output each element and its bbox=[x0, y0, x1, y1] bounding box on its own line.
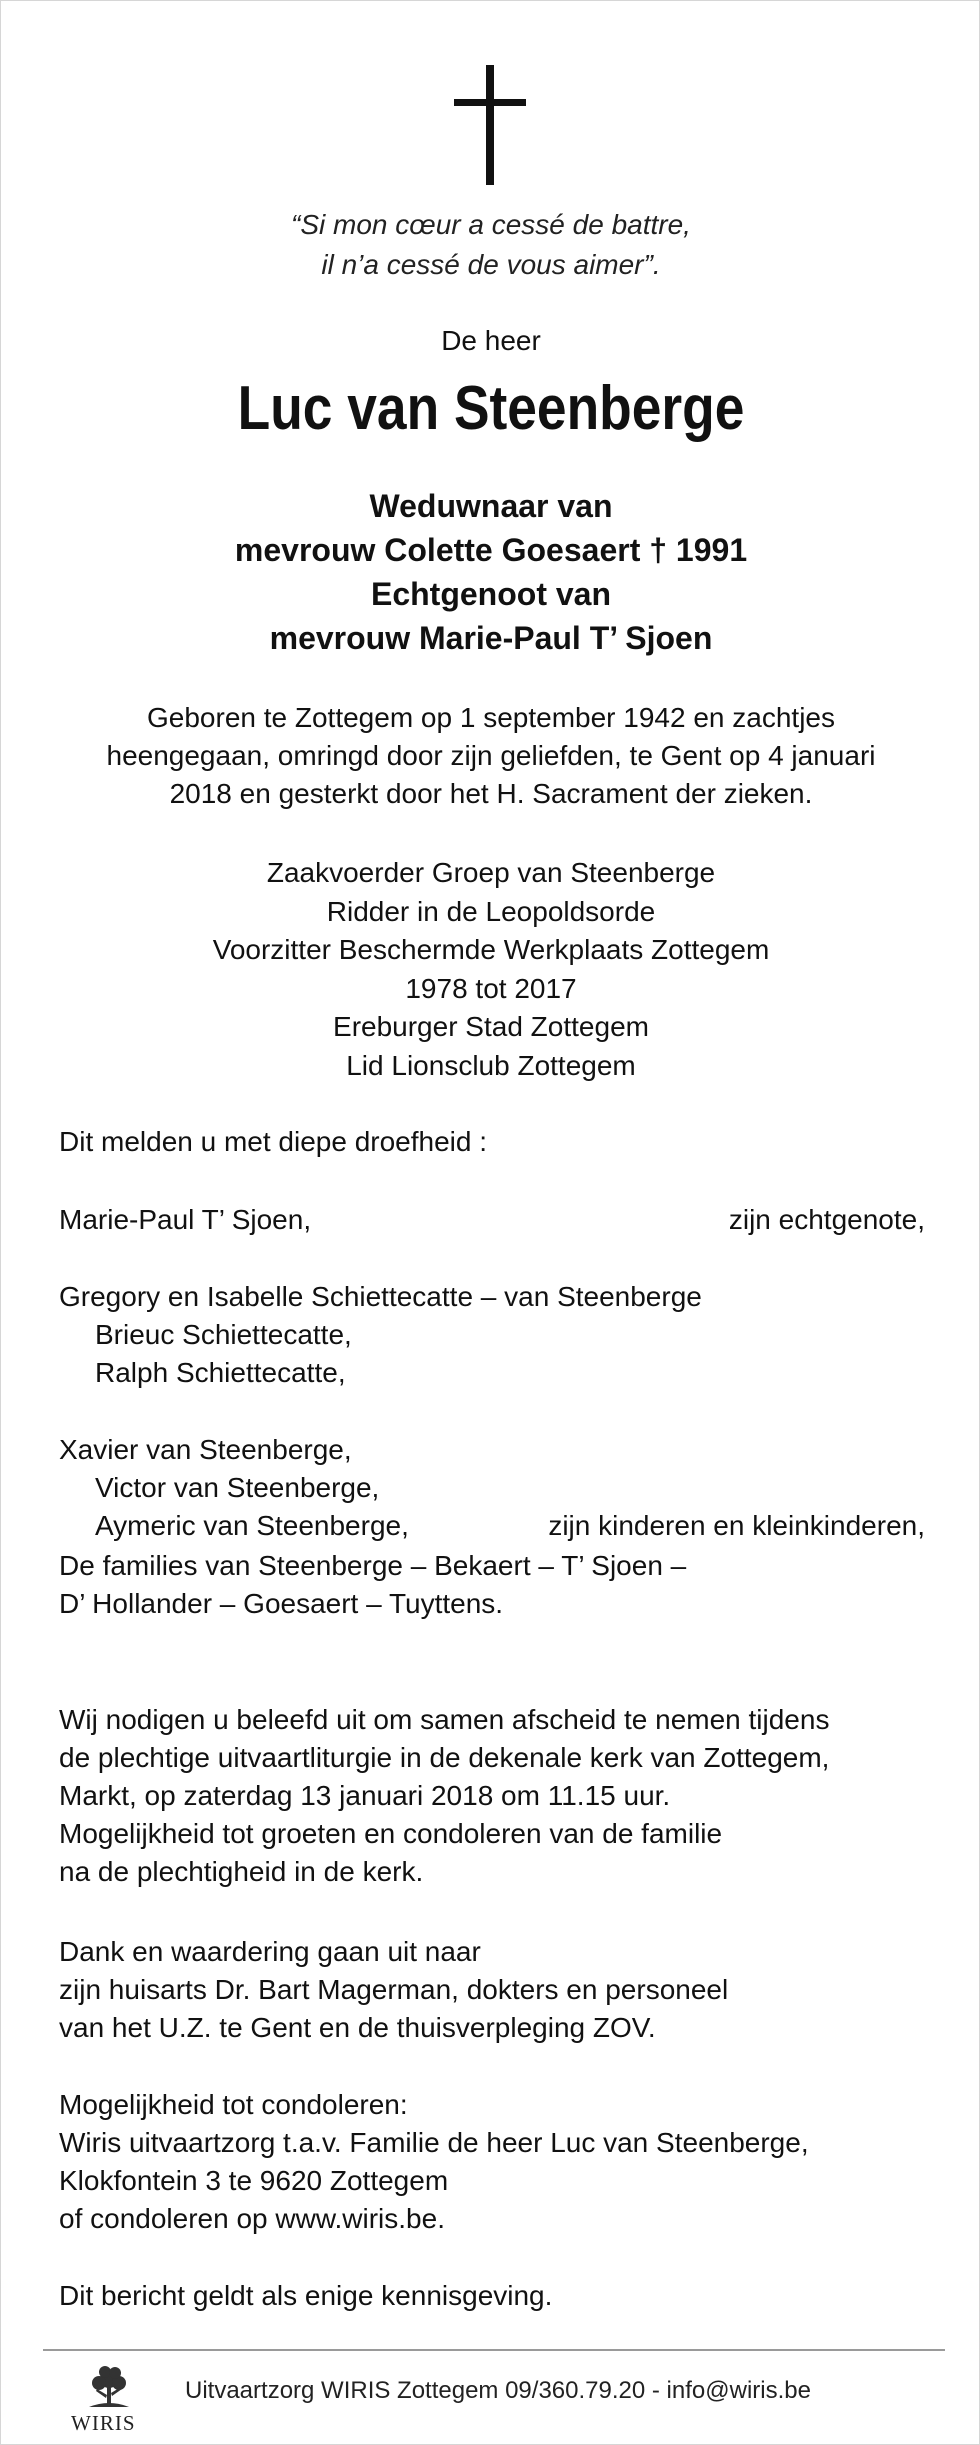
grandchild: Victor van Steenberge, bbox=[95, 1472, 380, 1503]
condolences-info bbox=[59, 2086, 925, 2238]
function-item: Voorzitter Beschermde Werkplaats Zottegem bbox=[212, 934, 770, 965]
function-item: Ridder in de Leopoldsorde bbox=[326, 895, 656, 927]
text-line: de plechtige uitvaartliturgie in de dekenale kerk van Zottegem, bbox=[59, 1742, 830, 1773]
thanks-text bbox=[59, 1933, 925, 2047]
logo-text: WIRIS bbox=[71, 2411, 136, 2435]
relations-block bbox=[41, 484, 941, 660]
text-line: Markt, op zaterdag 13 januari 2018 om 11.15 uur. bbox=[59, 1780, 671, 1811]
text-line: Mogelijkheid tot groeten en condoleren van de familie bbox=[59, 1818, 723, 1849]
text-line: Mogelijkheid tot condoleren: bbox=[59, 2089, 408, 2120]
text-line: heengegaan, omringd door zijn geliefden, te Gent op 4 januari bbox=[106, 740, 876, 771]
spouse-name: Marie-Paul T’ Sjoen, bbox=[59, 1204, 312, 1235]
text-line: van het U.Z. te Gent en de thuisverpleging ZOV. bbox=[59, 2012, 656, 2043]
family-group-2 bbox=[59, 1431, 925, 1545]
text-line: of condoleren op www.wiris.be. bbox=[59, 2203, 445, 2234]
text-line: Geboren te Zottegem op 1 september 1942 en zachtjes bbox=[147, 702, 835, 733]
family-group-1 bbox=[59, 1278, 925, 1392]
spouse-row bbox=[59, 1201, 925, 1239]
text-line: zijn huisarts Dr. Bart Magerman, dokters en personeel bbox=[59, 1974, 729, 2005]
intro-title: De heer bbox=[441, 325, 541, 356]
wiris-logo bbox=[59, 2363, 159, 2433]
opening-quote bbox=[41, 205, 941, 285]
function-item: Ereburger Stad Zottegem bbox=[333, 1011, 649, 1042]
text-line: Dank en waardering gaan uit naar bbox=[59, 1936, 481, 1967]
deceased-name: Luc van Steenberge bbox=[237, 374, 745, 443]
announcement: Dit melden u met diepe droefheid : bbox=[59, 1126, 488, 1157]
text-line: De families van Steenberge – Bekaert – T’ Sjoen – bbox=[59, 1550, 687, 1581]
family-head: Xavier van Steenberge, bbox=[59, 1434, 352, 1465]
function-item: Zaakvoerder Groep van Steenberge bbox=[266, 857, 716, 888]
relation-line: Weduwnaar van bbox=[369, 488, 613, 524]
relation-line: mevrouw Colette Goesaert † 1991 bbox=[234, 532, 748, 568]
children-role: zijn kinderen en kleinkinderen, bbox=[548, 1510, 925, 1541]
notice-text: Dit bericht geldt als enige kennisgeving. bbox=[59, 2280, 553, 2311]
quote-line: “Si mon cœur a cessé de battre, bbox=[291, 209, 691, 240]
relation-line: Echtgenoot van bbox=[370, 576, 611, 612]
spouse-role: zijn echtgenote, bbox=[728, 1204, 925, 1235]
text-line: 2018 en gesterkt door het H. Sacrament der zieken. bbox=[169, 778, 813, 809]
function-item: 1978 tot 2017 bbox=[405, 972, 577, 1004]
quote-line: il n’a cessé de vous aimer”. bbox=[321, 249, 661, 280]
relation-line: mevrouw Marie-Paul T’ Sjoen bbox=[269, 620, 713, 656]
grandchild: Brieuc Schiettecatte, bbox=[95, 1319, 352, 1350]
funeral-invitation bbox=[59, 1701, 925, 1891]
family-head: Gregory en Isabelle Schiettecatte – van Steenberge bbox=[59, 1281, 702, 1312]
footer-divider bbox=[43, 2349, 945, 2351]
footer-contact: Uitvaartzorg WIRIS Zottegem 09/360.79.20 - info@wiris.be bbox=[185, 2377, 811, 2404]
text-line: Klokfontein 3 te 9620 Zottegem bbox=[59, 2165, 449, 2196]
function-item: Lid Lionsclub Zottegem bbox=[346, 1049, 636, 1081]
cross-icon bbox=[454, 65, 526, 185]
functions-list bbox=[41, 854, 941, 1085]
text-line: D’ Hollander – Goesaert – Tuyttens. bbox=[59, 1588, 504, 1619]
text-line: Wiris uitvaartzorg t.a.v. Familie de heer Luc van Steenberge, bbox=[59, 2127, 809, 2158]
families-list bbox=[59, 1547, 925, 1623]
grandchild: Ralph Schiettecatte, bbox=[95, 1357, 346, 1388]
text-line: na de plechtigheid in de kerk. bbox=[59, 1856, 424, 1887]
text-line: Wij nodigen u beleefd uit om samen afscheid te nemen tijdens bbox=[59, 1704, 830, 1735]
birth-death-text bbox=[41, 699, 941, 813]
tree-icon bbox=[59, 2363, 159, 2413]
grandchild: Aymeric van Steenberge, bbox=[95, 1510, 409, 1541]
